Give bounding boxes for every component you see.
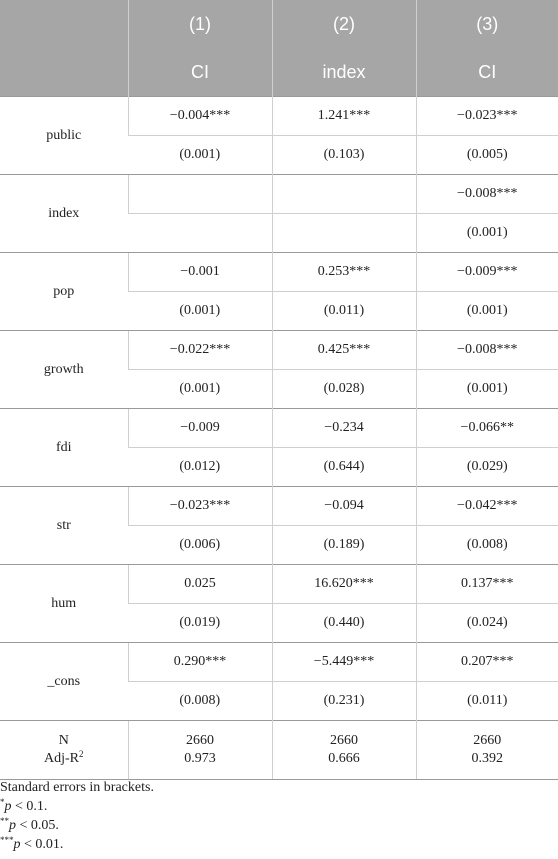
coef-cell: 1.241*** bbox=[272, 97, 416, 136]
se-cell: (0.008) bbox=[416, 526, 558, 565]
se-cell bbox=[128, 214, 272, 253]
n-value: 2660 bbox=[186, 733, 214, 748]
variable-name: index bbox=[0, 175, 128, 253]
coef-cell: 0.207*** bbox=[416, 643, 558, 682]
table-notes bbox=[0, 778, 154, 854]
note-stars: * bbox=[0, 797, 5, 807]
variable-name: _cons bbox=[0, 643, 128, 721]
adj-r2-label-text: Adj-R bbox=[44, 751, 79, 766]
coef-row bbox=[0, 97, 558, 136]
coef-cell: −0.004*** bbox=[128, 97, 272, 136]
variable-name: pop bbox=[0, 253, 128, 331]
se-cell: (0.024) bbox=[416, 604, 558, 643]
se-cell: (0.001) bbox=[416, 370, 558, 409]
se-cell: (0.028) bbox=[272, 370, 416, 409]
coef-cell: 0.137*** bbox=[416, 565, 558, 604]
dependent-var-2: index bbox=[272, 48, 416, 97]
model-number-1: (1) bbox=[128, 0, 272, 48]
variable-name: growth bbox=[0, 331, 128, 409]
stats-row bbox=[0, 721, 558, 780]
dependent-var-3: CI bbox=[416, 48, 558, 97]
n-value: 2660 bbox=[330, 733, 358, 748]
coef-row bbox=[0, 409, 558, 448]
note-threshold: < 0.01. bbox=[20, 837, 64, 852]
coef-cell: −0.042*** bbox=[416, 487, 558, 526]
se-cell: (0.440) bbox=[272, 604, 416, 643]
coef-cell: −0.023*** bbox=[128, 487, 272, 526]
coef-cell: 0.290*** bbox=[128, 643, 272, 682]
se-cell: (0.008) bbox=[128, 682, 272, 721]
n-value: 2660 bbox=[473, 733, 502, 748]
note-significance-2 bbox=[0, 816, 154, 835]
note-p-symbol: p bbox=[13, 837, 21, 852]
stats-cell-2 bbox=[272, 721, 416, 780]
header-corner-cell bbox=[0, 0, 128, 48]
note-threshold: < 0.05. bbox=[16, 818, 59, 833]
se-cell: (0.001) bbox=[128, 370, 272, 409]
model-number-2: (2) bbox=[272, 0, 416, 48]
se-cell: (0.103) bbox=[272, 136, 416, 175]
se-cell: (0.012) bbox=[128, 448, 272, 487]
coef-cell: −0.009 bbox=[128, 409, 272, 448]
variable-name: hum bbox=[0, 565, 128, 643]
variable-name: str bbox=[0, 487, 128, 565]
header-row-dependent-vars bbox=[0, 48, 558, 97]
coef-cell: −0.009*** bbox=[416, 253, 558, 292]
se-cell: (0.001) bbox=[416, 214, 558, 253]
se-cell: (0.001) bbox=[128, 292, 272, 331]
coef-cell: 16.620*** bbox=[272, 565, 416, 604]
coef-cell bbox=[128, 175, 272, 214]
se-cell: (0.011) bbox=[416, 682, 558, 721]
se-cell: (0.011) bbox=[272, 292, 416, 331]
coef-cell: 0.425*** bbox=[272, 331, 416, 370]
se-cell: (0.029) bbox=[416, 448, 558, 487]
note-p-symbol: p bbox=[9, 818, 16, 833]
coef-cell: −0.022*** bbox=[128, 331, 272, 370]
se-cell bbox=[272, 214, 416, 253]
note-threshold: < 0.1. bbox=[11, 799, 48, 814]
coef-cell: −0.066** bbox=[416, 409, 558, 448]
se-cell: (0.005) bbox=[416, 136, 558, 175]
stats-cell-1 bbox=[128, 721, 272, 780]
coef-row bbox=[0, 253, 558, 292]
note-stars: ** bbox=[0, 816, 9, 826]
se-cell: (0.006) bbox=[128, 526, 272, 565]
coef-cell: −0.001 bbox=[128, 253, 272, 292]
coef-cell: −5.449*** bbox=[272, 643, 416, 682]
adj-r2-value: 0.973 bbox=[184, 751, 216, 766]
header-row-model-numbers bbox=[0, 0, 558, 48]
note-significance-3 bbox=[0, 835, 154, 854]
note-standard-errors: Standard errors in brackets. bbox=[0, 780, 154, 795]
adj-r2-value: 0.666 bbox=[328, 751, 360, 766]
se-cell: (0.001) bbox=[416, 292, 558, 331]
coef-row bbox=[0, 487, 558, 526]
stats-cell-3 bbox=[416, 721, 558, 780]
variable-name: fdi bbox=[0, 409, 128, 487]
note-significance-1 bbox=[0, 797, 154, 816]
adj-r2-superscript: 2 bbox=[79, 749, 84, 759]
dependent-var-1: CI bbox=[128, 48, 272, 97]
n-label: N bbox=[58, 733, 69, 748]
coef-cell: 0.253*** bbox=[272, 253, 416, 292]
coef-cell: −0.234 bbox=[272, 409, 416, 448]
se-cell: (0.189) bbox=[272, 526, 416, 565]
se-cell: (0.001) bbox=[128, 136, 272, 175]
coef-cell: −0.094 bbox=[272, 487, 416, 526]
se-cell: (0.231) bbox=[272, 682, 416, 721]
coef-cell bbox=[272, 175, 416, 214]
coef-cell: 0.025 bbox=[128, 565, 272, 604]
note-stars: *** bbox=[0, 835, 14, 845]
coef-cell: −0.023*** bbox=[416, 97, 558, 136]
coef-cell: −0.008*** bbox=[416, 331, 558, 370]
adj-r2-label bbox=[0, 750, 128, 768]
coef-row bbox=[0, 565, 558, 604]
table-body bbox=[0, 97, 558, 780]
stats-labels bbox=[0, 721, 128, 780]
coef-cell: −0.008*** bbox=[416, 175, 558, 214]
se-cell: (0.644) bbox=[272, 448, 416, 487]
note-p-symbol: p bbox=[4, 799, 12, 814]
adj-r2-value: 0.392 bbox=[471, 751, 503, 766]
coef-row bbox=[0, 331, 558, 370]
coef-row bbox=[0, 643, 558, 682]
table-header bbox=[0, 0, 558, 97]
model-number-3: (3) bbox=[416, 0, 558, 48]
coef-row bbox=[0, 175, 558, 214]
variable-name: public bbox=[0, 97, 128, 175]
se-cell: (0.019) bbox=[128, 604, 272, 643]
header-corner-cell bbox=[0, 48, 128, 97]
